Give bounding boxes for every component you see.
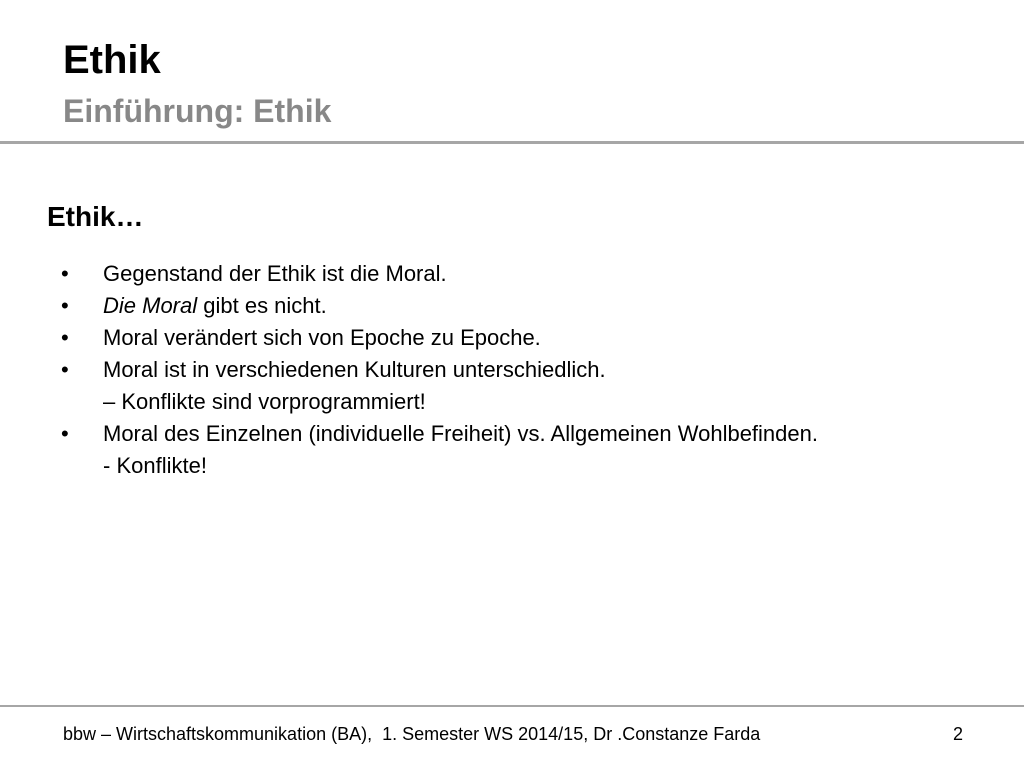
- slide-subtitle: Einführung: Ethik: [63, 93, 332, 129]
- bullet-item: [61, 322, 991, 354]
- bullet-main-text: Moral verändert sich von Epoche zu Epoche.: [103, 325, 541, 350]
- bullet-text: [103, 418, 991, 450]
- bullet-text: [103, 322, 991, 354]
- section-heading: Ethik…: [47, 201, 144, 232]
- slide-title: Ethik: [63, 38, 161, 82]
- bullet-continuation: - Konflikte!: [103, 453, 207, 478]
- bullet-main-text: gibt es nicht.: [197, 293, 327, 318]
- bullet-mark: •: [61, 261, 69, 286]
- footer-text: bbw – Wirtschaftskommunikation (BA), 1. Semester WS 2014/15, Dr .Constanze Farda: [63, 724, 761, 744]
- bullet-text: [103, 354, 991, 386]
- bullet-item: [61, 258, 991, 290]
- page-number: 2: [952, 724, 963, 744]
- bullet-italic-text: Die Moral: [103, 293, 198, 318]
- bullet-list: [61, 258, 991, 482]
- bullet-text: [103, 290, 991, 322]
- bullet-text: [103, 258, 991, 290]
- bullet-main-text: Gegenstand der Ethik ist die Moral.: [103, 261, 447, 286]
- bullet-continuation: – Konflikte sind vorprogrammiert!: [103, 389, 426, 414]
- bullet-item: [61, 290, 991, 322]
- header-divider: [0, 141, 1024, 144]
- bullet-main-text: Moral ist in verschiedenen Kulturen unterschiedlich.: [103, 357, 606, 382]
- bullet-item: [61, 354, 991, 418]
- bullet-mark: •: [61, 293, 69, 318]
- bullet-main-text: Moral des Einzelnen (individuelle Freiheit) vs. Allgemeinen Wohlbefinden.: [103, 421, 818, 446]
- bullet-mark: •: [61, 421, 69, 446]
- footer-divider: [0, 705, 1024, 707]
- bullet-item: [61, 418, 991, 482]
- bullet-mark: •: [61, 325, 69, 350]
- bullet-mark: •: [61, 357, 69, 382]
